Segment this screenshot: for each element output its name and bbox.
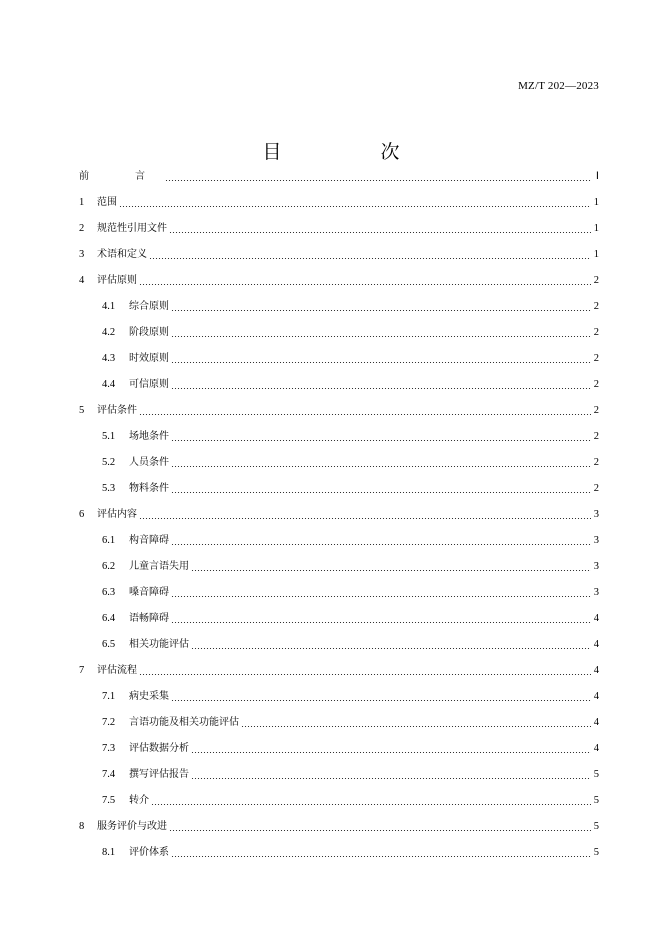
toc-entry-label: 术语和定义 [97,249,147,260]
toc-entry-number: 4.1 [102,301,116,312]
toc-entry-page: 4 [593,717,599,728]
toc-entry-number: 7.3 [102,743,116,754]
toc-entry-number: 6 [79,509,85,520]
toc-entry-page: 3 [593,535,599,546]
toc-entry-number: 6.2 [102,561,116,572]
toc-entry-page: 1 [593,249,599,260]
toc-entry-label: 人员条件 [129,457,169,468]
toc-dot-leader [171,544,591,545]
toc-entry-label: 阶段原则 [129,327,169,338]
toc-entry[interactable] [79,424,599,450]
toc-entry-number: 6.5 [102,639,116,650]
toc-entry-page: 1 [593,197,599,208]
toc-entry-number: 7.4 [102,769,116,780]
toc-entry-page: 5 [593,795,599,806]
toc-entry-label: 评估条件 [97,405,137,416]
toc-entry-label: 综合原则 [129,301,169,312]
toc-entry-number: 7.2 [102,717,116,728]
toc-dot-leader [151,804,591,805]
toc-entry[interactable] [79,710,599,736]
toc-entry-number: 4.3 [102,353,116,364]
toc-entry-page: 4 [593,639,599,650]
toc-entry-page: 5 [593,847,599,858]
toc-entry-label: 撰写评估报告 [129,769,189,780]
toc-entry[interactable] [79,736,599,762]
toc-entry-page: 2 [593,327,599,338]
toc-entry[interactable] [79,580,599,606]
toc-dot-leader [241,726,591,727]
toc-entry-page: 4 [593,613,599,624]
toc-entry-number: 8.1 [102,847,116,858]
toc-entry[interactable] [79,814,599,840]
toc-dot-leader [119,206,591,207]
toc-entry-number: 1 [79,197,85,208]
toc-entry-label: 评估内容 [97,509,137,520]
toc-entry-number: 7.5 [102,795,116,806]
toc-entry-number: 7 [79,665,85,676]
toc-entry-label: 嗓音障碍 [129,587,169,598]
toc-entry-label: 规范性引用文件 [97,223,167,234]
toc-dot-leader [171,388,591,389]
toc-dot-leader [171,596,591,597]
toc-entry[interactable] [79,632,599,658]
toc-entry[interactable] [79,450,599,476]
toc-entry-page: 3 [593,587,599,598]
toc-entry-page: 4 [593,665,599,676]
toc-entry-page: 5 [593,821,599,832]
toc-dot-leader [171,336,591,337]
toc-entry-number: 6.4 [102,613,116,624]
toc-entry-label: 相关功能评估 [129,639,189,650]
toc-entry-page: 4 [593,691,599,702]
toc-entry-page: 2 [593,457,599,468]
toc-dot-leader [165,180,591,181]
toc-dot-leader [139,284,591,285]
toc-entry[interactable] [79,346,599,372]
toc-entry[interactable] [79,398,599,424]
toc-entry-label: 物料条件 [129,483,169,494]
toc-entry-page: 2 [593,483,599,494]
toc-entry-label: 可信原则 [129,379,169,390]
toc-entry-number: 5 [79,405,85,416]
toc-entry[interactable] [79,684,599,710]
toc-entry-number: 4.2 [102,327,116,338]
toc-entry-page: 3 [593,561,599,572]
toc-entry[interactable] [79,164,599,190]
toc-entry[interactable] [79,294,599,320]
toc-dot-leader [191,648,591,649]
toc-dot-leader [171,492,591,493]
toc-entry-page: 2 [593,353,599,364]
toc-entry-label: 评估原则 [97,275,137,286]
toc-entry-number: 6.3 [102,587,116,598]
toc-entry[interactable] [79,554,599,580]
toc-title: 目 次 [262,141,440,163]
toc-dot-leader [191,752,591,753]
toc-dot-leader [139,414,591,415]
toc-entry-number: 5.3 [102,483,116,494]
toc-dot-leader [171,466,591,467]
toc-entry-page: 2 [593,379,599,390]
toc-entry[interactable] [79,320,599,346]
toc-entry[interactable] [79,268,599,294]
toc-entry-label: 范围 [97,197,117,208]
toc-entry-number: 7.1 [102,691,116,702]
toc-entry-page: 3 [593,509,599,520]
toc-dot-leader [171,440,591,441]
toc-entry-number: 6.1 [102,535,116,546]
toc-entry[interactable] [79,788,599,814]
toc-dot-leader [171,622,591,623]
toc-entry-label: 儿童言语失用 [129,561,189,572]
toc-dot-leader [169,830,591,831]
toc-entry-page: 2 [593,431,599,442]
toc-entry-number: 4 [79,275,85,286]
toc-entry-page: 4 [593,743,599,754]
toc-entry-page: 2 [593,275,599,286]
toc-entry-label: 时效原则 [129,353,169,364]
toc-entry[interactable] [79,502,599,528]
toc-dot-leader [139,518,591,519]
table-of-contents [79,164,599,866]
toc-entry-label: 前 言 [79,171,163,182]
toc-entry[interactable] [79,476,599,502]
toc-entry-number: 5.1 [102,431,116,442]
toc-entry-number: 5.2 [102,457,116,468]
toc-dot-leader [171,362,591,363]
toc-entry[interactable] [79,216,599,242]
toc-dot-leader [139,674,591,675]
toc-entry-page: 5 [593,769,599,780]
toc-dot-leader [191,570,591,571]
toc-entry-label: 场地条件 [129,431,169,442]
toc-entry-label: 构音障碍 [129,535,169,546]
toc-entry-label: 病史采集 [129,691,169,702]
toc-entry[interactable] [79,658,599,684]
document-code: MZ/T 202—2023 [518,80,599,92]
toc-entry-label: 评估流程 [97,665,137,676]
toc-dot-leader [171,856,591,857]
toc-entry[interactable] [79,372,599,398]
toc-entry-number: 4.4 [102,379,116,390]
toc-dot-leader [171,310,591,311]
toc-dot-leader [169,232,591,233]
toc-entry[interactable] [79,242,599,268]
toc-entry-page: 2 [593,405,599,416]
toc-entry[interactable] [79,528,599,554]
toc-entry[interactable] [79,762,599,788]
toc-entry-label: 评价体系 [129,847,169,858]
toc-entry-label: 评估数据分析 [129,743,189,754]
toc-entry-number: 3 [79,249,85,260]
toc-entry-label: 服务评价与改进 [97,821,167,832]
toc-entry-number: 8 [79,821,85,832]
toc-entry-page: 1 [593,223,599,234]
toc-entry[interactable] [79,840,599,866]
toc-entry[interactable] [79,190,599,216]
toc-entry-page: 2 [593,301,599,312]
toc-entry-number: 2 [79,223,85,234]
toc-dot-leader [191,778,591,779]
toc-entry-label: 言语功能及相关功能评估 [129,717,239,728]
toc-dot-leader [149,258,591,259]
toc-entry-label: 语畅障碍 [129,613,169,624]
toc-entry-page: Ⅰ [595,171,599,182]
toc-entry-label: 转介 [129,795,149,806]
toc-entry[interactable] [79,606,599,632]
toc-dot-leader [171,700,591,701]
